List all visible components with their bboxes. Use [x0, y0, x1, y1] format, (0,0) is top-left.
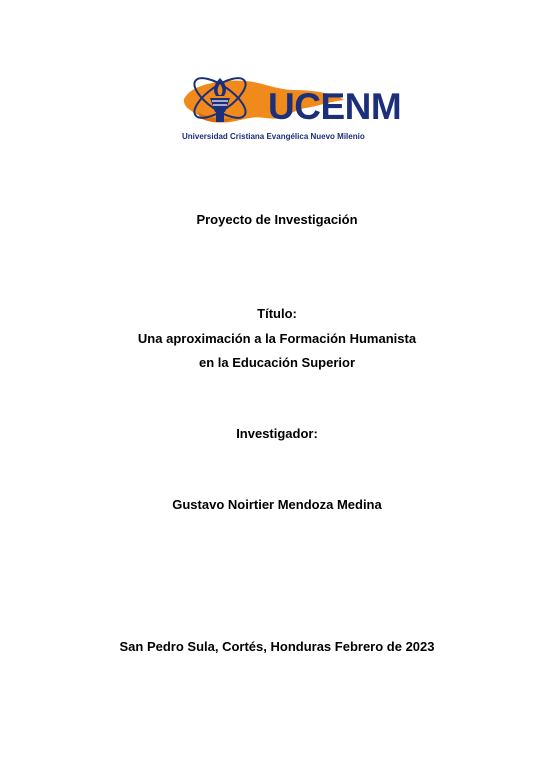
ucenm-logo	[178, 68, 402, 146]
investigator-name: Gustavo Noirtier Mendoza Medina	[172, 497, 382, 512]
title-line-2: en la Educación Superior	[198, 355, 356, 370]
logo-wordmark: UCENM	[268, 86, 402, 127]
title-line-1: Una aproximación a la Formación Humanista	[137, 331, 417, 346]
project-type: Proyecto de Investigación	[196, 212, 358, 227]
investigator-label: Investigador:	[236, 426, 318, 441]
title-label: Título:	[257, 306, 297, 321]
logo-university-name: Universidad Cristiana Evangélica Nuevo Milenio	[182, 132, 365, 141]
place-date: San Pedro Sula, Cortés, Honduras Febrero de 2023	[119, 639, 435, 654]
